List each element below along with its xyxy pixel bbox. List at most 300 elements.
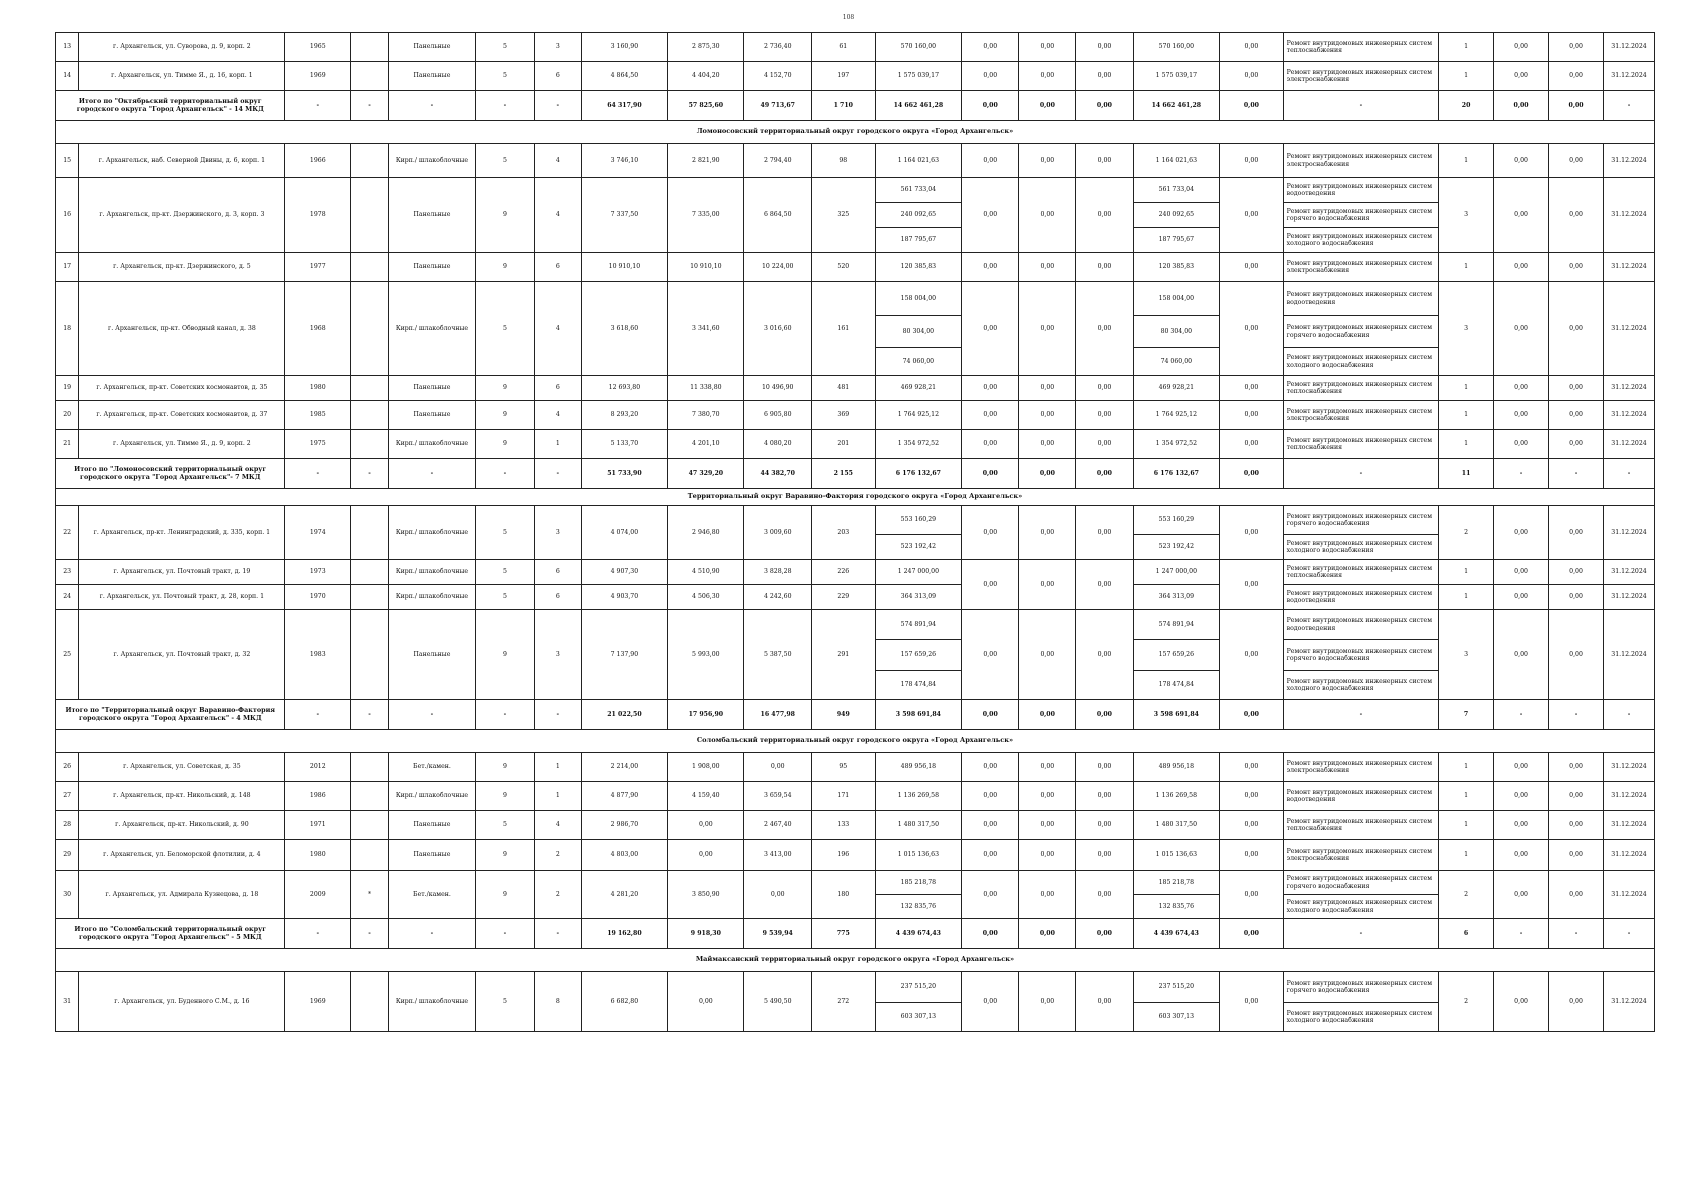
fund-value: 0,00 (962, 376, 1019, 401)
floors: 9 (475, 782, 534, 811)
fund-value: 0,00 (1076, 430, 1133, 459)
wall-material: Бет./камен. (389, 753, 476, 782)
owner-funds: 603 307,13 (1133, 1003, 1220, 1032)
unit-value: 0,00 (1549, 585, 1604, 610)
area-residential: 3 009,60 (744, 506, 812, 560)
unit-value: 0,00 (1549, 871, 1604, 919)
fund-value: 0,00 (962, 753, 1019, 782)
year-built: 1986 (285, 782, 351, 811)
cost: 603 307,13 (875, 1003, 962, 1032)
address: г. Архангельск, пр-кт. Советских космонавтов, д. 37 (79, 401, 285, 430)
area-total: 4 907,30 (581, 560, 668, 585)
work-count: 1 (1439, 585, 1494, 610)
total-dash: - (1283, 459, 1438, 489)
unit-value: 0,00 (1494, 144, 1549, 178)
area-living: 0,00 (668, 840, 744, 871)
row-number: 17 (56, 253, 79, 282)
unit-value: 0,00 (1549, 430, 1604, 459)
total-dash: - (351, 919, 389, 949)
floors: 5 (475, 62, 534, 91)
total-dash: - (285, 919, 351, 949)
area-total: 4 074,00 (581, 506, 668, 560)
fund-value: 0,00 (1019, 811, 1076, 840)
cost: 1 015 136,63 (875, 840, 962, 871)
residents: 203 (812, 506, 875, 560)
mark-cell (351, 376, 389, 401)
total-area-total: 64 317,90 (581, 91, 668, 121)
work-type: Ремонт внутридомовых инженерных систем теплоснабжения (1283, 33, 1438, 62)
year-built: 1980 (285, 376, 351, 401)
entrances: 6 (535, 62, 582, 91)
total-dash: - (351, 91, 389, 121)
section-header (56, 730, 1655, 753)
fund-value: 0,00 (1220, 401, 1283, 430)
work-type: Ремонт внутридомовых инженерных систем горячего водоснабжения (1283, 506, 1438, 535)
area-residential: 10 224,00 (744, 253, 812, 282)
mark-cell (351, 811, 389, 840)
residents: 98 (812, 144, 875, 178)
total-dash: - (389, 700, 476, 730)
fund-value: 0,00 (1019, 376, 1076, 401)
total-unit: - (1549, 919, 1604, 949)
fund-value: 0,00 (1220, 753, 1283, 782)
mark-cell (351, 560, 389, 585)
unit-value: 0,00 (1494, 811, 1549, 840)
total-label: Итого по "Ломоносовский территориальный округ городского округа "Город Архангельск"- 7 МКД (56, 459, 285, 489)
wall-material: Кирп./ шлакоблочные (389, 144, 476, 178)
owner-funds: 523 192,42 (1133, 535, 1220, 560)
work-count: 1 (1439, 840, 1494, 871)
work-type: Ремонт внутридомовых инженерных систем холодного водоснабжения (1283, 348, 1438, 376)
completion-date: 31.12.2024 (1604, 430, 1655, 459)
unit-value: 0,00 (1494, 610, 1549, 700)
entrances: 4 (535, 401, 582, 430)
unit-value: 0,00 (1494, 585, 1549, 610)
entrances: 3 (535, 33, 582, 62)
total-cost: 4 439 674,43 (875, 919, 962, 949)
completion-date: 31.12.2024 (1604, 376, 1655, 401)
mark-cell (351, 753, 389, 782)
fund-value: 0,00 (1019, 253, 1076, 282)
area-residential: 4 080,20 (744, 430, 812, 459)
area-total: 4 877,90 (581, 782, 668, 811)
entrances: 6 (535, 376, 582, 401)
work-type: Ремонт внутридомовых инженерных систем горячего водоснабжения (1283, 316, 1438, 348)
residents: 520 (812, 253, 875, 282)
unit-value: 0,00 (1494, 62, 1549, 91)
total-label: Итого по "Соломбальский территориальный округ городского округа "Город Архангельск" - 5 МКД (56, 919, 285, 949)
work-count: 1 (1439, 560, 1494, 585)
fund-value: 0,00 (1220, 178, 1283, 253)
row-number: 24 (56, 585, 79, 610)
total-area-residential: 49 713,67 (744, 91, 812, 121)
total-unit: - (1549, 700, 1604, 730)
area-living: 7 380,70 (668, 401, 744, 430)
total-fund: 0,00 (962, 459, 1019, 489)
fund-value: 0,00 (1019, 972, 1076, 1032)
unit-value: 0,00 (1494, 282, 1549, 376)
cost: 74 060,00 (875, 348, 962, 376)
fund-value: 0,00 (1019, 871, 1076, 919)
year-built: 1974 (285, 506, 351, 560)
cost: 158 004,00 (875, 282, 962, 316)
total-dash: - (1604, 919, 1655, 949)
total-dash: - (475, 919, 534, 949)
completion-date: 31.12.2024 (1604, 840, 1655, 871)
row-number: 30 (56, 871, 79, 919)
total-row (56, 91, 1655, 121)
entrances: 3 (535, 610, 582, 700)
section-title: Территориальный округ Варавино-Фактория городского округа «Город Архангельск» (56, 489, 1655, 506)
fund-value: 0,00 (962, 840, 1019, 871)
repair-register-table (55, 32, 1655, 1032)
wall-material: Кирп./ шлакоблочные (389, 782, 476, 811)
owner-funds: 187 795,67 (1133, 228, 1220, 253)
total-fund: 0,00 (1076, 919, 1133, 949)
wall-material: Панельные (389, 253, 476, 282)
mark-cell (351, 585, 389, 610)
residents: 272 (812, 972, 875, 1032)
unit-value: 0,00 (1494, 253, 1549, 282)
address: г. Архангельск, пр-кт. Дзержинского, д. 3, корп. 3 (79, 178, 285, 253)
unit-value: 0,00 (1549, 144, 1604, 178)
year-built: 2012 (285, 753, 351, 782)
address: г. Архангельск, ул. Тимме Я., д. 9, корп. 2 (79, 430, 285, 459)
cost: 469 928,21 (875, 376, 962, 401)
address: г. Архангельск, наб. Северной Двины, д. 6, корп. 1 (79, 144, 285, 178)
total-dash: - (351, 459, 389, 489)
fund-value: 0,00 (1220, 840, 1283, 871)
fund-value: 0,00 (962, 33, 1019, 62)
residents: 229 (812, 585, 875, 610)
fund-value: 0,00 (1019, 753, 1076, 782)
total-fund: 0,00 (1220, 459, 1283, 489)
area-living: 10 910,10 (668, 253, 744, 282)
area-residential: 5 490,50 (744, 972, 812, 1032)
total-cost: 3 598 691,84 (875, 700, 962, 730)
table-row (56, 585, 1655, 610)
completion-date: 31.12.2024 (1604, 282, 1655, 376)
year-built: 2009 (285, 871, 351, 919)
wall-material: Кирп./ шлакоблочные (389, 282, 476, 376)
completion-date: 31.12.2024 (1604, 401, 1655, 430)
row-number: 26 (56, 753, 79, 782)
total-unit: - (1494, 700, 1549, 730)
work-count: 1 (1439, 811, 1494, 840)
total-dash: - (285, 459, 351, 489)
fund-value: 0,00 (1076, 782, 1133, 811)
residents: 291 (812, 610, 875, 700)
floors: 5 (475, 560, 534, 585)
work-count: 1 (1439, 376, 1494, 401)
total-fund: 0,00 (1019, 919, 1076, 949)
area-total: 2 214,00 (581, 753, 668, 782)
residents: 171 (812, 782, 875, 811)
address: г. Архангельск, пр-кт. Дзержинского, д. 5 (79, 253, 285, 282)
total-unit: - (1494, 919, 1549, 949)
year-built: 1969 (285, 62, 351, 91)
table-row (56, 178, 1655, 203)
table-row (56, 753, 1655, 782)
cost: 187 795,67 (875, 228, 962, 253)
total-dash: - (285, 700, 351, 730)
completion-date: 31.12.2024 (1604, 560, 1655, 585)
residents: 133 (812, 811, 875, 840)
total-fund: 0,00 (962, 919, 1019, 949)
work-type: Ремонт внутридомовых инженерных систем электроснабжения (1283, 401, 1438, 430)
total-dash: - (475, 700, 534, 730)
work-count: 3 (1439, 178, 1494, 253)
unit-value: 0,00 (1494, 506, 1549, 560)
total-dash: - (475, 459, 534, 489)
owner-funds: 132 835,76 (1133, 895, 1220, 919)
row-number: 22 (56, 506, 79, 560)
table-row (56, 376, 1655, 401)
fund-value: 0,00 (1220, 282, 1283, 376)
wall-material: Кирп./ шлакоблочные (389, 430, 476, 459)
fund-value: 0,00 (1076, 753, 1133, 782)
fund-value: 0,00 (1220, 811, 1283, 840)
fund-value: 0,00 (1076, 506, 1133, 560)
area-living: 4 404,20 (668, 62, 744, 91)
unit-value: 0,00 (1494, 401, 1549, 430)
table-row (56, 401, 1655, 430)
area-living: 5 993,00 (668, 610, 744, 700)
total-dash: - (1604, 700, 1655, 730)
unit-value: 0,00 (1549, 506, 1604, 560)
wall-material: Кирп./ шлакоблочные (389, 560, 476, 585)
wall-material: Панельные (389, 33, 476, 62)
floors: 5 (475, 506, 534, 560)
floors: 9 (475, 253, 534, 282)
total-dash: - (535, 459, 582, 489)
floors: 5 (475, 282, 534, 376)
total-area-total: 51 733,90 (581, 459, 668, 489)
fund-value: 0,00 (1019, 610, 1076, 700)
owner-funds: 553 160,29 (1133, 506, 1220, 535)
fund-value: 0,00 (1076, 401, 1133, 430)
unit-value: 0,00 (1549, 62, 1604, 91)
owner-funds: 1 015 136,63 (1133, 840, 1220, 871)
total-area-living: 9 918,30 (668, 919, 744, 949)
cost: 80 304,00 (875, 316, 962, 348)
fund-value: 0,00 (962, 62, 1019, 91)
fund-value: 0,00 (1220, 144, 1283, 178)
section-header (56, 949, 1655, 972)
work-type: Ремонт внутридомовых инженерных систем горячего водоснабжения (1283, 640, 1438, 671)
wall-material: Панельные (389, 62, 476, 91)
fund-value: 0,00 (1220, 972, 1283, 1032)
owner-funds: 561 733,04 (1133, 178, 1220, 203)
fund-value: 0,00 (962, 430, 1019, 459)
work-type: Ремонт внутридомовых инженерных систем водоотведения (1283, 282, 1438, 316)
work-count: 1 (1439, 401, 1494, 430)
cost: 157 659,26 (875, 640, 962, 671)
mark-cell (351, 178, 389, 253)
cost: 178 474,84 (875, 671, 962, 700)
owner-funds: 158 004,00 (1133, 282, 1220, 316)
unit-value: 0,00 (1494, 782, 1549, 811)
area-living: 4 510,90 (668, 560, 744, 585)
work-count: 3 (1439, 610, 1494, 700)
completion-date: 31.12.2024 (1604, 585, 1655, 610)
unit-value: 0,00 (1494, 33, 1549, 62)
fund-value: 0,00 (962, 972, 1019, 1032)
address: г. Архангельск, пр-кт. Ленинградский, д. 335, корп. 1 (79, 506, 285, 560)
address: г. Архангельск, ул. Буденного С.М., д. 16 (79, 972, 285, 1032)
row-number: 15 (56, 144, 79, 178)
entrances: 4 (535, 178, 582, 253)
work-type: Ремонт внутридомовых инженерных систем водоотведения (1283, 610, 1438, 640)
entrances: 6 (535, 585, 582, 610)
floors: 9 (475, 401, 534, 430)
area-residential: 10 496,90 (744, 376, 812, 401)
entrances: 4 (535, 811, 582, 840)
area-residential: 3 016,60 (744, 282, 812, 376)
unit-value: 0,00 (1549, 560, 1604, 585)
residents: 325 (812, 178, 875, 253)
fund-value: 0,00 (1076, 178, 1133, 253)
fund-value: 0,00 (962, 610, 1019, 700)
area-total: 4 803,00 (581, 840, 668, 871)
floors: 5 (475, 144, 534, 178)
cost: 132 835,76 (875, 895, 962, 919)
floors: 9 (475, 753, 534, 782)
unit-value: 0,00 (1549, 811, 1604, 840)
fund-value: 0,00 (1076, 560, 1133, 610)
area-living: 4 506,30 (668, 585, 744, 610)
owner-funds: 1 354 972,52 (1133, 430, 1220, 459)
unit-value: 0,00 (1549, 282, 1604, 376)
fund-value: 0,00 (1076, 871, 1133, 919)
area-living: 11 338,80 (668, 376, 744, 401)
fund-value: 0,00 (1019, 178, 1076, 253)
address: г. Архангельск, пр-кт. Советских космонавтов, д. 35 (79, 376, 285, 401)
year-built: 1968 (285, 282, 351, 376)
wall-material: Панельные (389, 840, 476, 871)
owner-funds: 1 136 269,58 (1133, 782, 1220, 811)
total-dash: - (351, 700, 389, 730)
address: г. Архангельск, ул. Почтовый тракт, д. 32 (79, 610, 285, 700)
mark-cell (351, 144, 389, 178)
residents: 369 (812, 401, 875, 430)
work-type: Ремонт внутридомовых инженерных систем электроснабжения (1283, 253, 1438, 282)
address: г. Архангельск, ул. Почтовый тракт, д. 28, корп. 1 (79, 585, 285, 610)
total-area-residential: 9 539,94 (744, 919, 812, 949)
entrances: 3 (535, 506, 582, 560)
year-built: 1977 (285, 253, 351, 282)
total-count: 11 (1439, 459, 1494, 489)
owner-funds: 240 092,65 (1133, 203, 1220, 228)
floors: 9 (475, 376, 534, 401)
fund-value: 0,00 (1019, 782, 1076, 811)
floors: 9 (475, 430, 534, 459)
area-living: 0,00 (668, 811, 744, 840)
unit-value: 0,00 (1494, 871, 1549, 919)
mark-cell: * (351, 871, 389, 919)
residents: 180 (812, 871, 875, 919)
row-number: 27 (56, 782, 79, 811)
area-total: 7 137,90 (581, 610, 668, 700)
table-row (56, 871, 1655, 895)
unit-value: 0,00 (1494, 753, 1549, 782)
section-header (56, 489, 1655, 506)
fund-value: 0,00 (1019, 560, 1076, 610)
residents: 95 (812, 753, 875, 782)
table-row (56, 560, 1655, 585)
cost: 1 764 925,12 (875, 401, 962, 430)
work-type: Ремонт внутридомовых инженерных систем холодного водоснабжения (1283, 895, 1438, 919)
entrances: 6 (535, 253, 582, 282)
residents: 226 (812, 560, 875, 585)
fund-value: 0,00 (962, 871, 1019, 919)
cost: 523 192,42 (875, 535, 962, 560)
total-dash: - (389, 91, 476, 121)
section-title: Соломбальский территориальный округ городского округа «Город Архангельск» (56, 730, 1655, 753)
total-residents: 1 710 (812, 91, 875, 121)
total-owner-funds: 3 598 691,84 (1133, 700, 1220, 730)
total-fund: 0,00 (962, 91, 1019, 121)
total-row (56, 459, 1655, 489)
total-label: Итого по "Территориальный округ Варавино-Фактория городского округа "Город Архангельск" - 4 МКД (56, 700, 285, 730)
area-residential: 3 828,28 (744, 560, 812, 585)
fund-value: 0,00 (962, 401, 1019, 430)
total-fund: 0,00 (1220, 919, 1283, 949)
area-living: 7 335,00 (668, 178, 744, 253)
table-row (56, 610, 1655, 640)
table-row (56, 782, 1655, 811)
cost: 1 480 317,50 (875, 811, 962, 840)
fund-value: 0,00 (962, 782, 1019, 811)
area-residential: 0,00 (744, 871, 812, 919)
cost: 120 385,83 (875, 253, 962, 282)
area-residential: 2 794,40 (744, 144, 812, 178)
entrances: 1 (535, 753, 582, 782)
unit-value: 0,00 (1549, 840, 1604, 871)
table-row (56, 33, 1655, 62)
completion-date: 31.12.2024 (1604, 610, 1655, 700)
address: г. Архангельск, ул. Тимме Я., д. 16, корп. 1 (79, 62, 285, 91)
total-fund: 0,00 (1019, 91, 1076, 121)
total-area-total: 21 022,50 (581, 700, 668, 730)
total-fund: 0,00 (1076, 459, 1133, 489)
cost: 553 160,29 (875, 506, 962, 535)
mark-cell (351, 610, 389, 700)
total-count: 7 (1439, 700, 1494, 730)
work-type: Ремонт внутридомовых инженерных систем горячего водоснабжения (1283, 203, 1438, 228)
owner-funds: 185 218,78 (1133, 871, 1220, 895)
completion-date: 31.12.2024 (1604, 753, 1655, 782)
owner-funds: 574 891,94 (1133, 610, 1220, 640)
mark-cell (351, 62, 389, 91)
unit-value: 0,00 (1549, 753, 1604, 782)
area-living: 2 875,30 (668, 33, 744, 62)
work-type: Ремонт внутридомовых инженерных систем теплоснабжения (1283, 430, 1438, 459)
work-count: 2 (1439, 506, 1494, 560)
work-type: Ремонт внутридомовых инженерных систем холодного водоснабжения (1283, 671, 1438, 700)
total-row (56, 919, 1655, 949)
wall-material: Панельные (389, 811, 476, 840)
unit-value: 0,00 (1494, 840, 1549, 871)
row-number: 20 (56, 401, 79, 430)
entrances: 1 (535, 782, 582, 811)
residents: 61 (812, 33, 875, 62)
area-living: 4 201,10 (668, 430, 744, 459)
owner-funds: 80 304,00 (1133, 316, 1220, 348)
total-cost: 6 176 132,67 (875, 459, 962, 489)
mark-cell (351, 253, 389, 282)
owner-funds: 1 480 317,50 (1133, 811, 1220, 840)
